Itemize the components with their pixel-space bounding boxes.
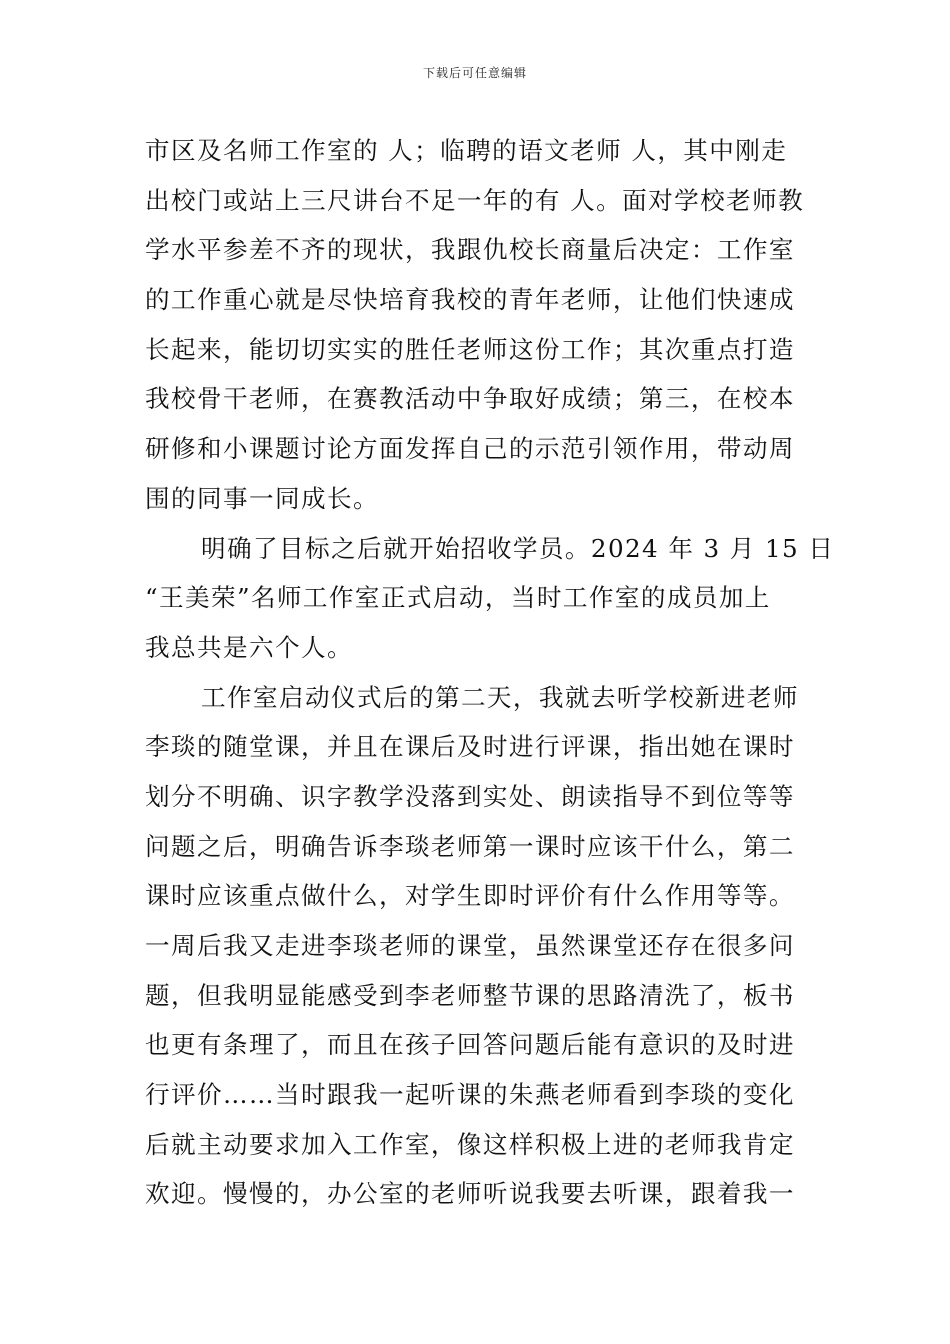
text-line: “王美荣”名师工作室正式启动，当时工作室的成员加上 bbox=[145, 583, 771, 613]
text-line: 研修和小课题讨论方面发挥自己的示范引领作用，带动周 bbox=[145, 434, 795, 464]
text-line: 长起来，能切切实实的胜任老师这份工作；其次重点打造 bbox=[145, 334, 795, 364]
text-line: 我总共是六个人。 bbox=[145, 632, 353, 662]
text-line: 一周后我又走进李琰老师的课堂，虽然课堂还存在很多问 bbox=[145, 931, 795, 960]
text-line: 问题之后，明确告诉李琰老师第一课时应该干什么，第二 bbox=[145, 831, 795, 861]
text-line: 的工作重心就是尽快培育我校的青年老师，让他们快速成 bbox=[145, 285, 795, 315]
text-line: 欢迎。慢慢的，办公室的老师听说我要去听课，跟着我一 bbox=[145, 1179, 795, 1209]
text-line: 李琰的随堂课，并且在课后及时进行评课，指出她在课时 bbox=[145, 732, 795, 762]
text-line: 行评价……当时跟我一起听课的朱燕老师看到李琰的变化 bbox=[145, 1080, 795, 1110]
text-line: 出校门或站上三尺讲台不足一年的有 人。面对学校老师教 bbox=[145, 185, 805, 215]
text-line: 市区及名师工作室的 人；临聘的语文老师 人，其中刚走 bbox=[145, 136, 788, 165]
text-line: 围的同事一同成长。 bbox=[145, 483, 379, 513]
text-line: 学水平参差不齐的现状，我跟仇校长商量后决定：工作室 bbox=[145, 235, 795, 265]
text-line: 课时应该重点做什么，对学生即时评价有什么作用等等。 bbox=[145, 881, 795, 911]
page-header: 下载后可任意编辑 bbox=[422, 66, 527, 80]
text-line: 划分不明确、识字教学没落到实处、朗读指导不到位等等 bbox=[145, 781, 795, 811]
text-line: 也更有条理了，而且在孩子回答问题后能有意识的及时进 bbox=[145, 1030, 795, 1060]
text-line: 我校骨干老师，在赛教活动中争取好成绩；第三，在校本 bbox=[145, 384, 795, 414]
text-line: 后就主动要求加入工作室，像这样积极上进的老师我肯定 bbox=[145, 1129, 795, 1159]
document-body bbox=[145, 126, 835, 1219]
text-line: 明确了目标之后就开始招收学员。2024 年 3 月 15 日 bbox=[201, 533, 835, 563]
text-line: 工作室启动仪式后的第二天，我就去听学校新进老师 bbox=[201, 682, 799, 712]
text-line: 题，但我明显能感受到李老师整节课的思路清洗了，板书 bbox=[145, 980, 795, 1010]
